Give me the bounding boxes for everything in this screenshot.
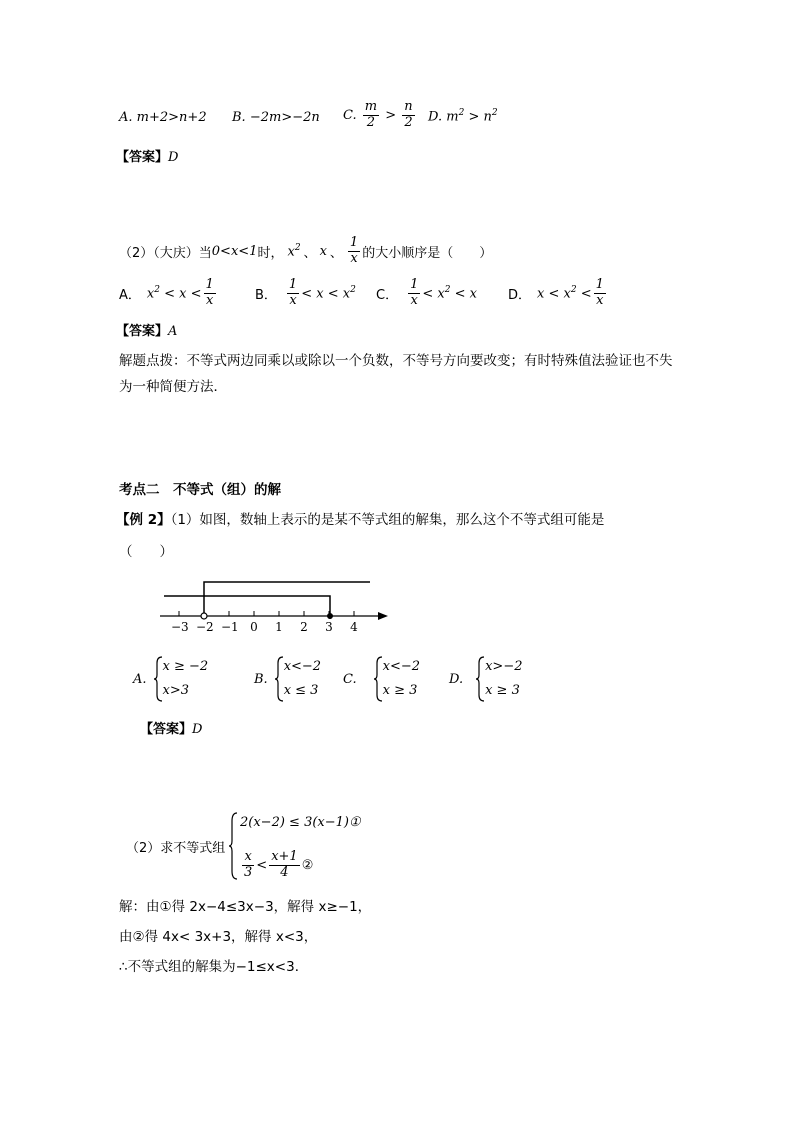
q4-solution-3: ∴不等式组的解集为−1≤x<3． bbox=[119, 959, 309, 975]
q1-option-c: C. $\frac{m}{2}$ > $\frac{n}{2}$ bbox=[343, 99, 413, 130]
axis-tick-label: −3 bbox=[171, 620, 189, 634]
q1-option-a: A. m+2>n+2 bbox=[119, 110, 207, 125]
q1-option-b: B. −2m>−2n bbox=[232, 110, 320, 125]
axis-tick-label: −2 bbox=[196, 620, 214, 634]
section-title: 考点二 不等式（组）的解 bbox=[119, 482, 281, 498]
axis-tick-labels bbox=[150, 620, 400, 640]
ex2-option-a: A. x ≥ −2 x>3 bbox=[133, 655, 208, 703]
closed-point bbox=[327, 613, 333, 619]
brace-icon bbox=[153, 655, 163, 703]
ex2-option-b: B. x<−2 x ≤ 3 bbox=[254, 655, 321, 703]
q2-option-a: A． $x^2 < x$ < $\frac{1}{x}$ bbox=[119, 277, 214, 308]
axis-tick-label: 2 bbox=[300, 620, 308, 634]
q4-solution-2: 由②得 4x< 3x+3，解得 x<3， bbox=[119, 929, 318, 945]
example-2-stem: 【例 2】（1）如图，数轴上表示的是某不等式组的解集，那么这个不等式组可能是 bbox=[116, 512, 605, 528]
brace-icon bbox=[274, 655, 284, 703]
brace-icon bbox=[373, 655, 383, 703]
brace-icon bbox=[228, 811, 238, 881]
arrow-right-icon bbox=[378, 612, 388, 620]
axis-tick-label: −1 bbox=[221, 620, 239, 634]
q4-line2: $\frac{x}{3}$ < $\frac{x+1}{4}$ ② bbox=[244, 849, 314, 881]
ex2-option-c: C. x<−2 x ≥ 3 bbox=[343, 655, 420, 703]
example-2-paren: （ ） bbox=[119, 544, 173, 560]
open-point bbox=[201, 613, 207, 619]
q1-answer: 【答案】D bbox=[116, 150, 179, 165]
q4-solution-1: 解：由①得 2x−4≤3x−3，解得 x≥−1， bbox=[119, 899, 372, 915]
axis-tick-label: 3 bbox=[325, 620, 333, 634]
q1-option-d: D. $m^2 > n^2$ bbox=[428, 108, 498, 125]
ex2-option-d: D. x>−2 x ≥ 3 bbox=[449, 655, 522, 703]
q2-option-d: D． $x < x^2$ < $\frac{1}{x}$ bbox=[508, 277, 604, 308]
axis-tick-label: 4 bbox=[350, 620, 358, 634]
ex2-answer: 【答案】D bbox=[140, 722, 203, 737]
axis-tick-label: 0 bbox=[250, 620, 258, 634]
q2-option-b: B． $\frac{1}{x}$ < $x < x^2$ bbox=[255, 277, 356, 308]
q2-stem: （2）（大庆）当 0<x<1 时， $x^2$ 、 x 、 $\frac{1}{x}$ 的大小顺序是（ ） bbox=[119, 235, 493, 266]
q4-line1: 2(x−2) ≤ 3(x−1)① bbox=[240, 815, 361, 830]
q2-option-c: C． $\frac{1}{x}$ < $x^2 < x$ bbox=[376, 277, 477, 308]
q2-answer: 【答案】A bbox=[116, 324, 178, 339]
q4-system bbox=[228, 810, 361, 882]
brace-icon bbox=[475, 655, 485, 703]
q4-prefix: （2）求不等式组 bbox=[126, 841, 226, 856]
q2-tip: 解题点拨：不等式两边同乘以或除以一个负数，不等号方向要改变；有时特殊值法验证也不失为一种简便方法． bbox=[119, 353, 673, 395]
axis-tick-label: 1 bbox=[275, 620, 283, 634]
